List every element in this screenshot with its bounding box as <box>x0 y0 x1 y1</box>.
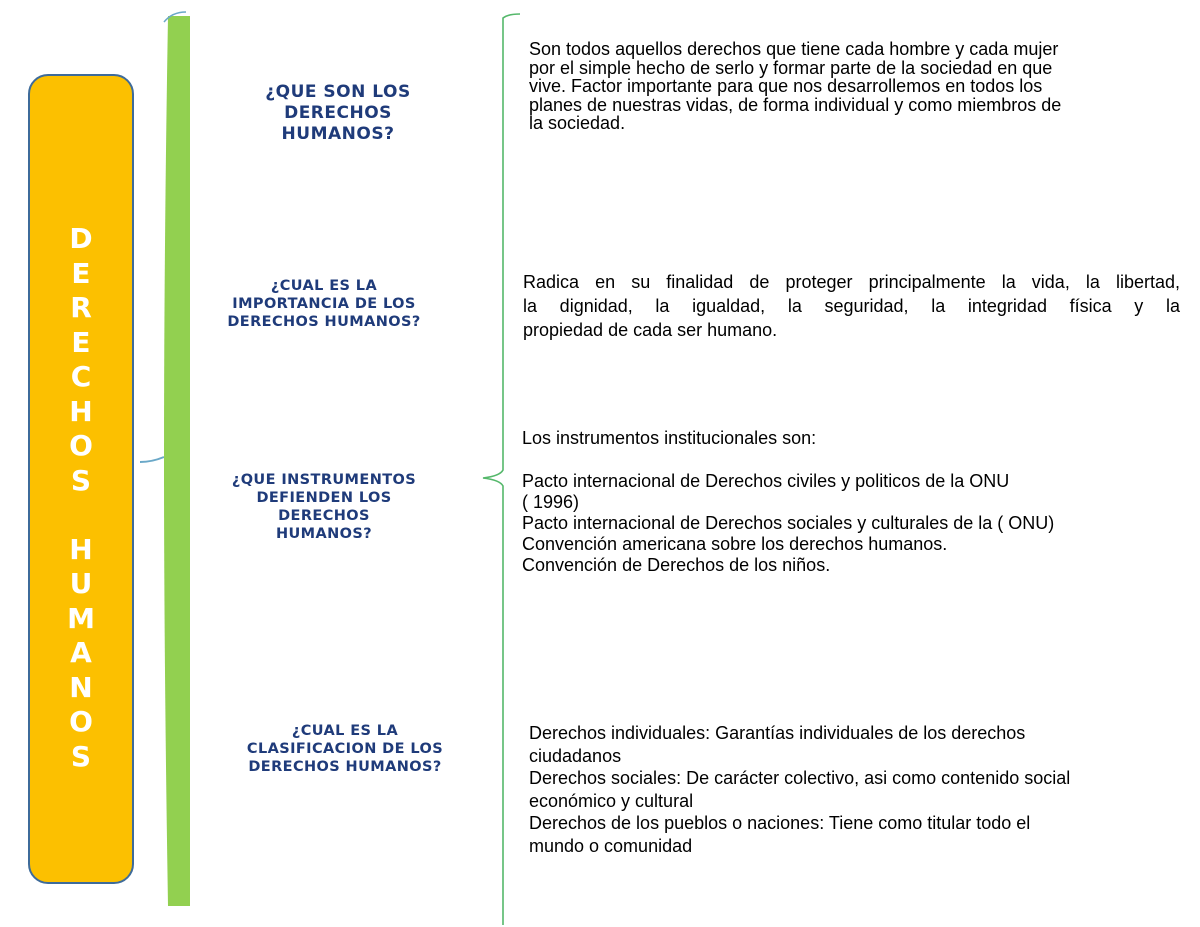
title-letter: S <box>70 463 92 497</box>
answer-bracket <box>483 14 520 925</box>
question-line: ¿QUE INSTRUMENTOS <box>231 472 417 488</box>
title-letter: O <box>69 429 93 462</box>
answer-line: Convención americana sobre los derechos humanos. <box>522 534 948 554</box>
question-line: HUMANOS? <box>275 526 373 542</box>
title-letter: E <box>71 256 91 290</box>
question-4 <box>215 722 475 776</box>
question-3 <box>194 471 454 543</box>
answer-spacer <box>522 449 1172 471</box>
answer-1 <box>529 40 1159 133</box>
question-line: IMPORTANCIA DE LOS <box>232 296 416 312</box>
title-letter: R <box>70 291 92 324</box>
question-line: HUMANOS? <box>281 124 395 144</box>
title-letter: M <box>67 601 95 635</box>
answer-3 <box>522 428 1172 576</box>
question-line: ¿CUAL ES LA <box>270 278 378 294</box>
question-line: DERECHOS HUMANOS? <box>227 314 421 330</box>
answer-line: vive. Factor importante para que nos desarrollemos en todos los <box>529 76 1043 96</box>
answer-line: mundo o comunidad <box>529 835 693 856</box>
title-letter: U <box>69 567 93 600</box>
answer-line: Pacto internacional de Derechos sociales y culturales de la ( ONU) <box>522 513 1055 533</box>
title-letter: H <box>69 394 93 428</box>
title-letter: D <box>69 222 93 255</box>
title-letter: C <box>70 360 92 393</box>
answer-line: Radica en su finalidad de proteger principalmente la vida, la libertad, <box>523 272 1180 292</box>
answer-line: ( 1996) <box>522 492 580 512</box>
question-line: DERECHOS <box>284 103 392 123</box>
title-letter: H <box>69 532 93 566</box>
answer-line: la dignidad, la igualdad, la seguridad, la integridad física y la <box>523 296 1180 316</box>
answer-line: Derechos de los pueblos o naciones: Tiene como titular todo el <box>529 813 1031 833</box>
brace-notch <box>140 457 164 462</box>
answer-line: por el simple hecho de serlo y formar parte de la sociedad en que <box>529 57 1053 78</box>
answer-line: económico y cultural <box>529 790 694 811</box>
green-brace-bar <box>164 16 190 906</box>
answer-line: planes de nuestras vidas, de forma individual y como miembros de <box>529 94 1062 115</box>
question-line: DERECHOS <box>278 508 370 524</box>
title-letter: O <box>69 705 93 738</box>
question-1 <box>208 82 468 145</box>
answer-line: Derechos sociales: De carácter colectivo, asi como contenido social <box>529 768 1071 788</box>
answer-line: Son todos aquellos derechos que tiene cada hombre y cada mujer <box>529 39 1059 59</box>
question-line: DERECHOS HUMANOS? <box>248 759 442 775</box>
title-letter: E <box>71 325 91 359</box>
answer-line: propiedad de cada ser humano. <box>523 320 778 340</box>
answer-line: Pacto internacional de Derechos civiles y politicos de la ONU <box>522 471 1010 491</box>
answer-4 <box>529 722 1179 857</box>
title-letter: A <box>70 636 92 669</box>
answer-line: Derechos individuales: Garantías individuales de los derechos <box>529 723 1026 743</box>
title-letter: S <box>70 739 92 773</box>
question-line: ¿QUE SON LOS <box>265 82 411 102</box>
answer-line: ciudadanos <box>529 745 622 766</box>
question-line: CLASIFICACION DE LOS <box>246 741 444 757</box>
answer-line: Convención de Derechos de los niños. <box>522 555 831 575</box>
question-2 <box>194 277 454 331</box>
answer-intro: Los instrumentos institucionales son: <box>522 428 817 448</box>
answer-line: la sociedad. <box>529 113 626 133</box>
answer-2 <box>523 270 1180 342</box>
question-line: DEFIENDEN LOS <box>256 490 392 506</box>
title-letter: N <box>69 670 93 704</box>
question-line: ¿CUAL ES LA <box>291 723 399 739</box>
